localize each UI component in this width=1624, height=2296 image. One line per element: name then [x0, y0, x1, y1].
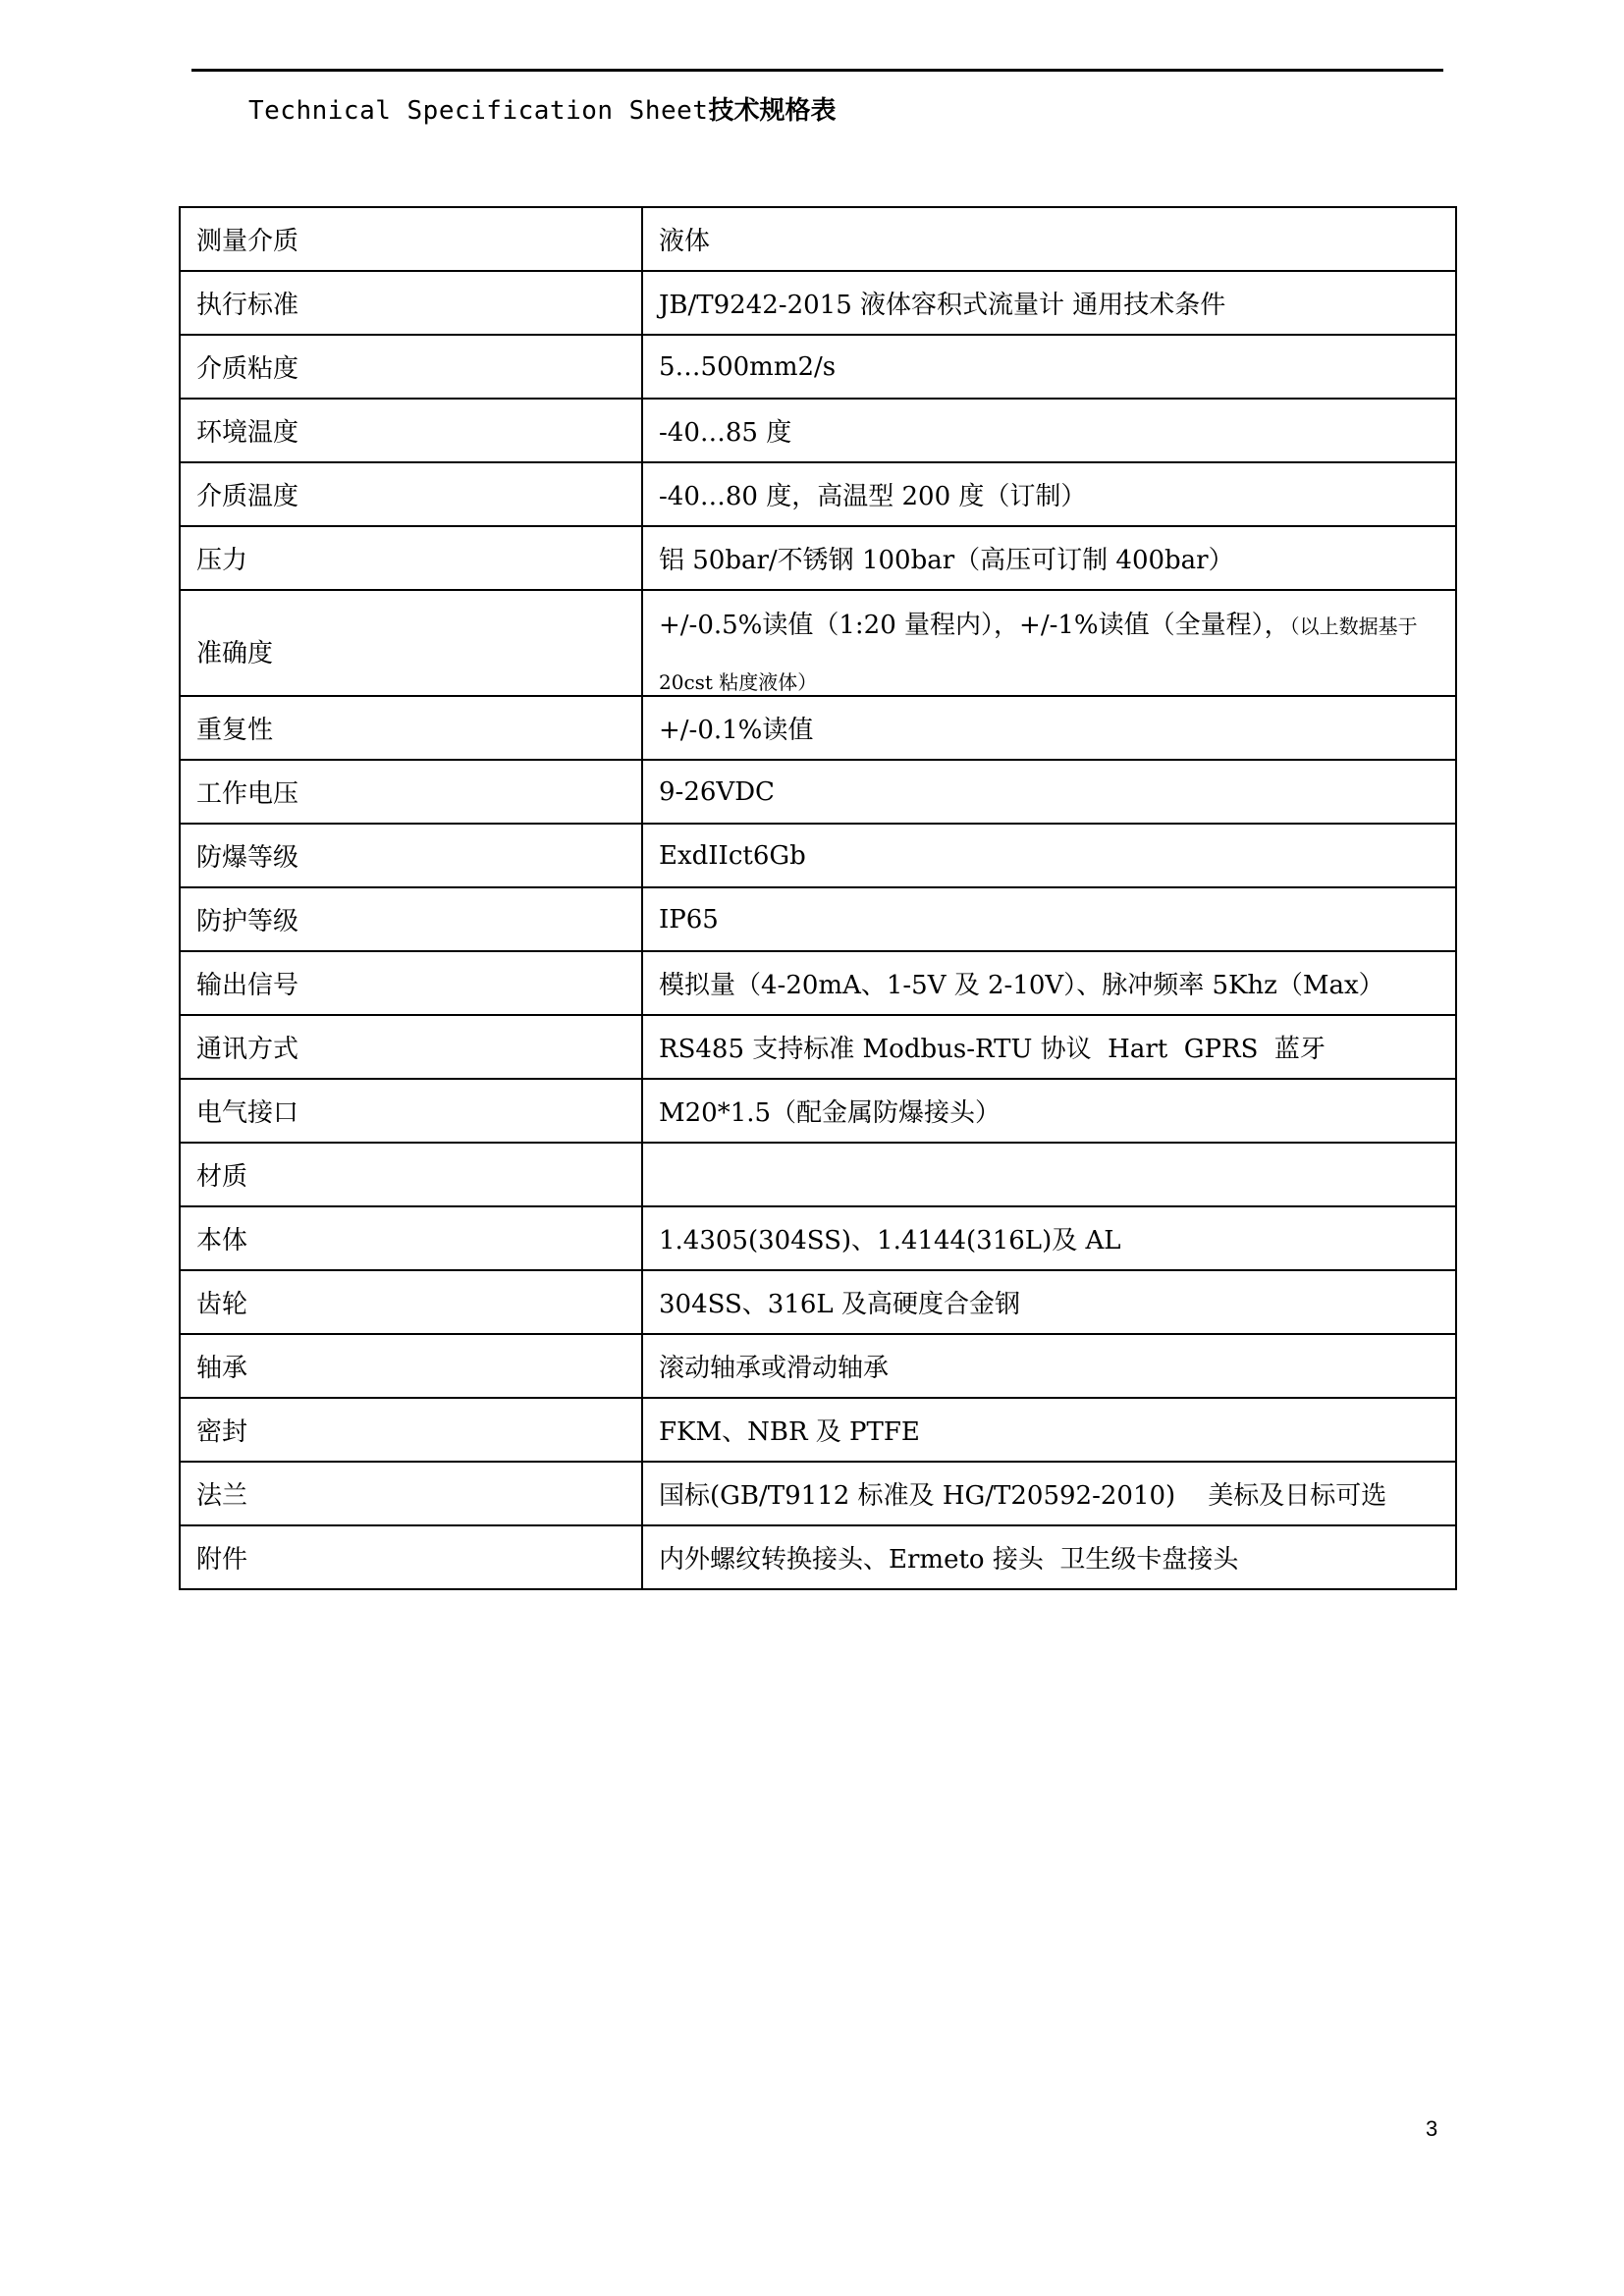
row-label: 法兰	[180, 1462, 642, 1525]
row-label: 介质温度	[180, 462, 642, 526]
table-row	[180, 824, 1456, 887]
accuracy-value: +/-0.5%读值（1:20 量程内），+/-1%读值（全量程），	[659, 611, 1290, 640]
table-row	[180, 399, 1456, 462]
table-row	[180, 1143, 1456, 1206]
table-row	[180, 526, 1456, 590]
table-row	[180, 207, 1456, 271]
table-row	[180, 887, 1456, 951]
row-label	[180, 590, 642, 696]
row-value	[642, 590, 1456, 696]
row-sublabel: 密封	[180, 1398, 642, 1462]
row-label: 介质粘度	[180, 335, 642, 399]
row-label: 压力	[180, 526, 642, 590]
table-row	[180, 1015, 1456, 1079]
row-value: 内外螺纹转换接头、Ermeto 接头 卫生级卡盘接头	[642, 1525, 1456, 1589]
table-row	[180, 1079, 1456, 1143]
row-value: 9-26VDC	[642, 760, 1456, 824]
page-number: 3	[1426, 2116, 1438, 2141]
row-label: 重复性	[180, 696, 642, 760]
row-value: FKM、NBR 及 PTFE	[642, 1398, 1456, 1462]
row-sublabel: 齿轮	[180, 1270, 642, 1334]
table-row	[180, 760, 1456, 824]
row-value: IP65	[642, 887, 1456, 951]
row-label: 防护等级	[180, 887, 642, 951]
row-value: 模拟量（4-20mA、1-5V 及 2-10V）、脉冲频率 5Khz（Max）	[642, 951, 1456, 1015]
table-row	[180, 1334, 1456, 1398]
row-value	[642, 1143, 1456, 1206]
row-value: ExdIIct6Gb	[642, 824, 1456, 887]
spec-table	[179, 206, 1457, 1590]
row-value: -40…85 度	[642, 399, 1456, 462]
title-english: Technical Specification Sheet	[248, 96, 709, 126]
row-label: 执行标准	[180, 271, 642, 335]
row-value: 滚动轴承或滑动轴承	[642, 1334, 1456, 1398]
row-value: 5…500mm2/s	[642, 335, 1456, 399]
row-label: 材质	[180, 1143, 642, 1206]
row-label: 附件	[180, 1525, 642, 1589]
row-value: 铝 50bar/不锈钢 100bar（高压可订制 400bar）	[642, 526, 1456, 590]
row-sublabel: 本体	[180, 1206, 642, 1270]
table-row	[180, 590, 1456, 696]
row-value: M20*1.5（配金属防爆接头）	[642, 1079, 1456, 1143]
accuracy-note: （以上数据基于	[1289, 614, 1418, 638]
row-value: 国标(GB/T9112 标准及 HG/T20592-2010) 美标及日标可选	[642, 1462, 1456, 1525]
row-label: 电气接口	[180, 1079, 642, 1143]
row-label: 防爆等级	[180, 824, 642, 887]
table-row	[180, 462, 1456, 526]
row-value: RS485 支持标准 Modbus-RTU 协议 Hart GPRS 蓝牙	[642, 1015, 1456, 1079]
accuracy-value-line2: 20cst 粘度液体）	[659, 670, 818, 694]
table-row	[180, 696, 1456, 760]
table-row	[180, 1206, 1456, 1270]
row-sublabel: 轴承	[180, 1334, 642, 1398]
row-label: 通讯方式	[180, 1015, 642, 1079]
header-rule	[191, 69, 1443, 72]
row-value: JB/T9242-2015 液体容积式流量计 通用技术条件	[642, 271, 1456, 335]
row-value: +/-0.1%读值	[642, 696, 1456, 760]
row-label: 测量介质	[180, 207, 642, 271]
table-row	[180, 335, 1456, 399]
table-row	[180, 1398, 1456, 1462]
row-value: 304SS、316L 及高硬度合金钢	[642, 1270, 1456, 1334]
row-value: -40…80 度，高温型 200 度（订制）	[642, 462, 1456, 526]
table-row	[180, 951, 1456, 1015]
row-label: 输出信号	[180, 951, 642, 1015]
table-row	[180, 1462, 1456, 1525]
row-label-text: 准确度	[196, 639, 274, 668]
table-row	[180, 1270, 1456, 1334]
document-title	[248, 94, 836, 128]
row-value: 1.4305(304SS)、1.4144(316L)及 AL	[642, 1206, 1456, 1270]
table-row	[180, 1525, 1456, 1589]
row-value: 液体	[642, 207, 1456, 271]
title-chinese: 技术规格表	[708, 96, 837, 126]
table-row	[180, 271, 1456, 335]
row-label: 工作电压	[180, 760, 642, 824]
row-label: 环境温度	[180, 399, 642, 462]
